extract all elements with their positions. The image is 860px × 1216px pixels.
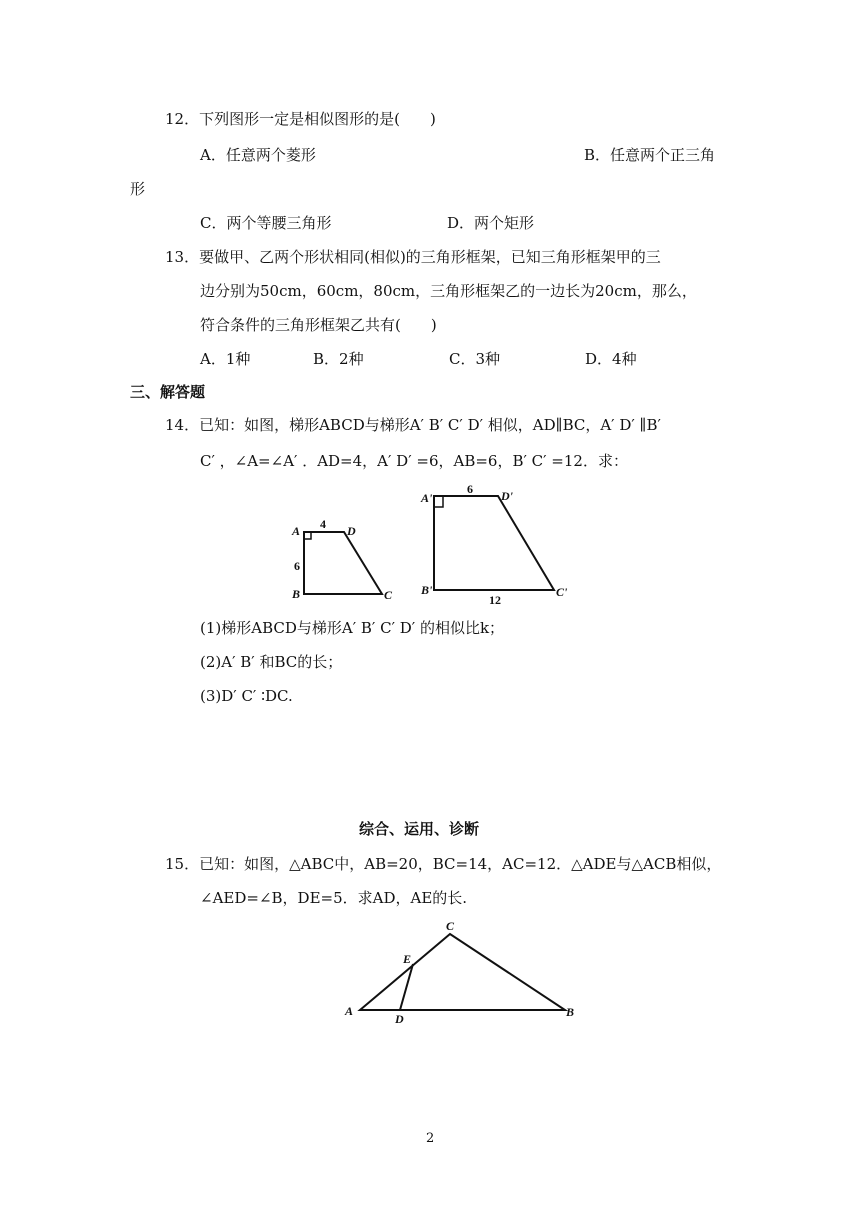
q14-subquestion-1: (1)梯形ABCD与梯形A′ B′ C′ D′ 的相似比k； (200, 619, 505, 637)
label-a-prime: A' (421, 491, 433, 505)
section-heading-answers: 三、解答题 (130, 383, 206, 401)
label-c: C (446, 919, 455, 933)
section-title: 综合、运用、诊断 (359, 820, 480, 838)
label-c-prime: C' (556, 585, 568, 599)
label-d: D (347, 524, 356, 538)
q14-subquestion-2: (2)A′ B′ 和BC的长； (200, 653, 343, 671)
label-b-prime: B' (421, 583, 433, 597)
q12-stem: 12．下列图形一定是相似图形的是( ) (165, 110, 436, 128)
q13-line-2: 边分别为50cm，60cm，80cm，三角形框架乙的一边长为20cm，那么， (200, 282, 697, 300)
trapezoid-a1b1c1d1 (434, 496, 554, 590)
q12-option-b: B．任意两个正三角 (584, 146, 716, 164)
q14-subquestion-3: (3)D′ C′ ∶DC. (200, 687, 293, 705)
q12-option-d: D．两个矩形 (447, 214, 535, 232)
q15-triangle-figure (340, 915, 585, 1030)
q14-line-1: 14．已知：如图，梯形ABCD与梯形A′ B′ C′ D′ 相似，AD∥BC，A′ D′ ∥B′ (165, 416, 661, 434)
q13-option-b: B．2种 (313, 350, 364, 368)
right-angle-mark (304, 532, 311, 539)
q12-option-c: C．两个等腰三角形 (200, 214, 332, 232)
q13-line-3: 符合条件的三角形框架乙共有( ) (200, 316, 437, 334)
label-d-prime: D' (501, 489, 513, 503)
label-ab-length: 6 (294, 559, 300, 573)
label-a1d1-length: 6 (467, 482, 473, 496)
q13-option-d: D．4种 (585, 350, 637, 368)
label-e: E (403, 952, 412, 966)
triangle-abc (360, 934, 565, 1010)
q14-trapezoid-abcd-figure (285, 518, 395, 608)
q13-option-a: A．1种 (200, 350, 251, 368)
q15-line-2: ∠AED=∠B，DE=5．求AD，AE的长. (200, 889, 468, 907)
label-d: D (395, 1012, 404, 1026)
right-angle-mark (434, 496, 443, 507)
trapezoid-abcd (304, 532, 382, 594)
q14-trapezoid-a1b1c1d1-figure (418, 480, 578, 608)
label-ad-length: 4 (320, 517, 326, 531)
label-b: B (292, 587, 301, 601)
label-b: B (566, 1005, 575, 1019)
label-a: A (345, 1004, 354, 1018)
label-b1c1-length: 12 (489, 593, 501, 607)
q12-option-a: A．任意两个菱形 (200, 146, 316, 164)
label-a: A (292, 524, 301, 538)
q13-option-c: C．3种 (449, 350, 501, 368)
page-number: 2 (426, 1131, 435, 1146)
q12-option-b-continued: 形 (130, 180, 146, 198)
label-c: C (384, 588, 393, 602)
q13-line-1: 13．要做甲、乙两个形状相同(相似)的三角形框架，已知三角形框架甲的三 (165, 248, 661, 266)
q14-line-2: C′ ，∠A=∠A′ ．AD=4，A′ D′ =6，AB=6，B′ C′ =12．求： (200, 452, 628, 470)
q15-line-1: 15．已知：如图，△ABC中，AB=20，BC=14，AC=12．△ADE与△ACB相似， (165, 855, 722, 873)
